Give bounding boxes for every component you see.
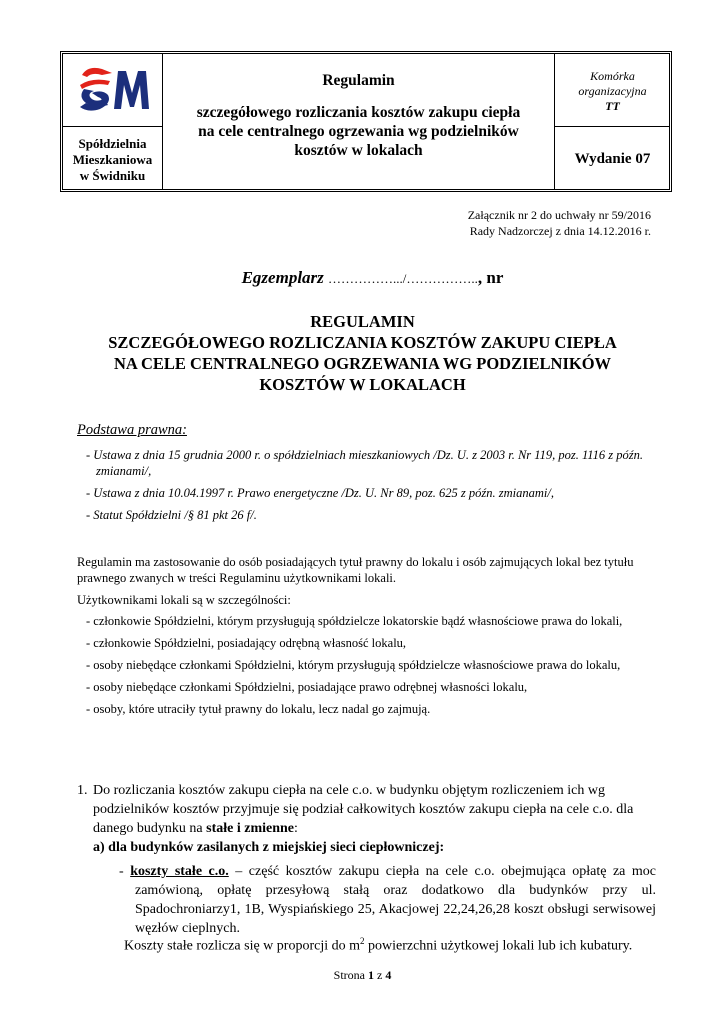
footer-label: Strona — [333, 968, 368, 982]
fixed-costs-text: – część kosztów zakupu ciepła na cele c.o. obejmująca opłatę za moc zamówioną, opłatę przesyłową stałą oraz dodatkowo dla budynków przy ul. Spadochroniarzy1, 1B, Wyspiańskiego 25, Akacjowej 22,24,26,28 koszt obsługi serwisowej węzłów cieplnych. — [135, 864, 656, 936]
unit-label — [555, 69, 670, 114]
fixed-split-after: powierzchni użytkowej lokali lub ich kubatury. — [364, 938, 633, 954]
legal-basis-item: - Ustawa z dnia 15 grudnia 2000 r. o spółdzielniach mieszkaniowych /Dz. U. z 2003 r. Nr 119, poz. 1116 z późn. zmianami/, — [86, 448, 643, 478]
copy-label: Egzemplarz — [241, 268, 324, 287]
users-heading: Użytkownikami lokali są w szczególności: — [77, 593, 291, 607]
copy-dots: …………….../…………….. — [328, 271, 478, 286]
title-line: SZCZEGÓŁOWEGO ROZLICZANIA KOSZTÓW ZAKUPU CIEPŁA — [108, 333, 617, 352]
users-list-item: - członkowie Spółdzielni, posiadający odrębną własność lokalu, — [86, 636, 407, 650]
fixed-split-paragraph — [124, 936, 632, 955]
page-footer — [0, 968, 725, 983]
unit-code: TT — [605, 99, 620, 113]
header-title-line: kosztów w lokalach — [294, 142, 423, 159]
attachment-note — [468, 207, 651, 239]
fixed-costs-dash: - — [119, 864, 131, 879]
document-header — [60, 51, 672, 192]
unit-cell — [555, 54, 670, 127]
users-list-item: - członkowie Spółdzielni, którym przysługują spółdzielcze lokatorskie bądź własnościowe prawa do lokali, — [86, 614, 623, 628]
fixed-costs-item — [119, 862, 656, 938]
header-title-line: na cele centralnego ogrzewania wg podzielników — [198, 123, 519, 140]
document-title — [0, 311, 725, 395]
users-list-item: - osoby niebędące członkami Spółdzielni, którym przysługują spółdzielcze własnościowe prawa do lokalu, — [86, 658, 621, 672]
users-list-item: - osoby, które utraciły tytuł prawny do lokalu, lecz nadal go zajmują. — [86, 702, 431, 716]
footer-page: 1 — [368, 968, 374, 982]
footer-sep: z — [374, 968, 386, 982]
fixed-costs-label: koszty stałe c.o. — [130, 864, 229, 879]
header-title — [163, 71, 554, 160]
unit-label-line: organizacyjna — [578, 84, 647, 98]
title-line: KOSZTÓW W LOKALACH — [259, 375, 466, 394]
section-1-text — [93, 781, 657, 838]
copy-number — [0, 268, 725, 288]
cooperative-name — [63, 136, 162, 184]
legal-basis-list — [86, 447, 661, 529]
sm-logo — [78, 63, 150, 113]
subsection-a-heading: a) dla budynków zasilanych z miejskiej sieci ciepłowniczej: — [93, 840, 445, 855]
intro-paragraph: Regulamin ma zastosowanie do osób posiadających tytuł prawny do lokalu i osób zajmujących lokal bez tytułu prawnego zwanych w treści Regulaminu użytkownikami lokali. — [77, 555, 634, 585]
fixed-split-before: Koszty stałe rozlicza się w proporcji do m — [124, 938, 360, 954]
title-line: NA CELE CENTRALNEGO OGRZEWANIA WG PODZIELNIKÓW — [113, 354, 612, 373]
section-1-body: Do rozliczania kosztów zakupu ciepła na cele c.o. w budynku objętym rozliczeniem ich wg podzielników kosztów przyjmuje się podział całkowitych kosztów zakupu ciepła na cele c.o. dla danego budynku na — [93, 783, 634, 836]
footer-total: 4 — [385, 968, 392, 982]
section-1-end: : — [294, 821, 298, 836]
section-number: 1. — [77, 783, 88, 798]
legal-basis-item: - Statut Spółdzielni /§ 81 pkt 26 f/. — [86, 508, 257, 522]
header-title-main: Regulamin — [322, 72, 395, 89]
legal-basis-heading: Podstawa prawna: — [77, 422, 187, 438]
title-line: REGULAMIN — [310, 312, 415, 331]
users-list — [86, 613, 656, 723]
section-1 — [77, 781, 657, 838]
attachment-line: Załącznik nr 2 do uchwały nr 59/2016 — [467, 208, 651, 222]
legal-basis-item: - Ustawa z dnia 10.04.1997 r. Prawo energetyczne /Dz. U. Nr 89, poz. 625 z późn. zmianami/, — [86, 486, 554, 500]
edition-label: Wydanie 07 — [574, 151, 651, 167]
coop-line: Mieszkaniowa — [72, 152, 153, 167]
copy-suffix: , nr — [477, 268, 504, 287]
coop-line: Spółdzielnia — [78, 136, 147, 151]
users-list-item: - osoby niebędące członkami Spółdzielni, posiadające prawo odrębnej własności lokalu, — [86, 680, 528, 694]
header-left-cell — [63, 54, 163, 189]
coop-line: w Świdniku — [79, 168, 146, 183]
logo-cell — [63, 54, 162, 127]
unit-label-line: Komórka — [590, 69, 635, 83]
header-right-cell — [554, 54, 670, 189]
header-title-line: szczegółowego rozliczania kosztów zakupu ciepła — [196, 104, 521, 121]
attachment-line: Rady Nadzorczej z dnia 14.12.2016 r. — [469, 224, 651, 238]
section-1-bold: stałe i zmienne — [206, 821, 295, 836]
fixed-split-sup: 2 — [359, 936, 365, 946]
